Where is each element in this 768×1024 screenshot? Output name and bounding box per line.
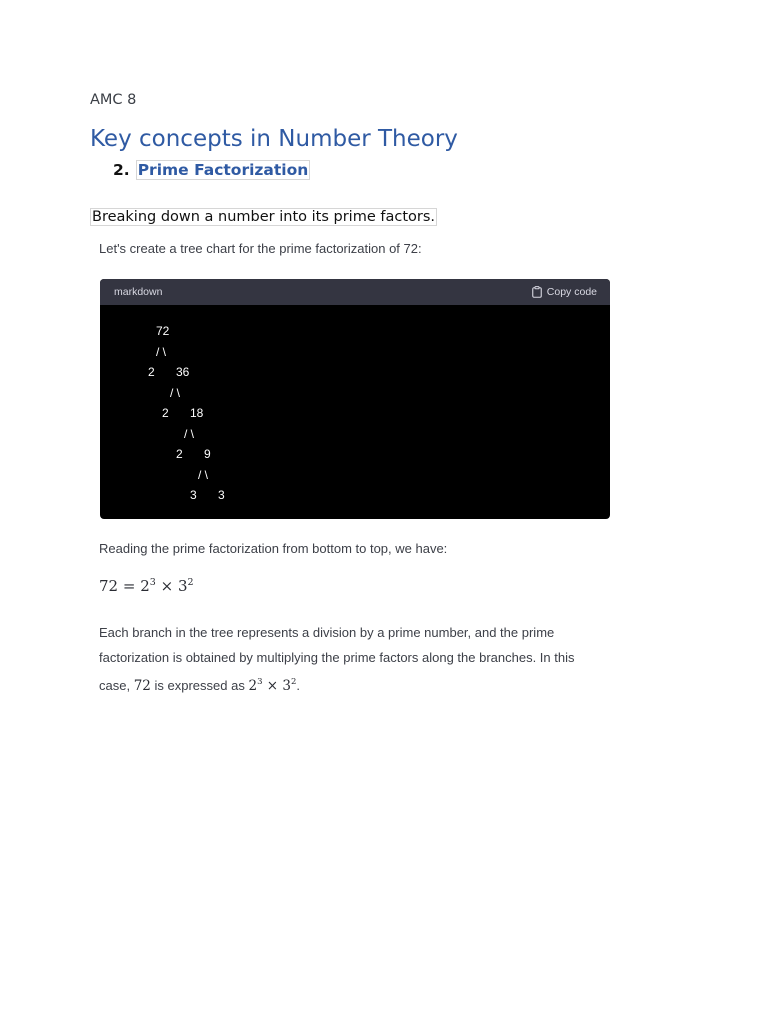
explanation-line-1: Each branch in the tree represents a division by a prime number, and the prime	[99, 625, 555, 640]
tree-branch-3: / \	[184, 427, 195, 441]
tree-node-18: 18	[190, 406, 204, 420]
explanation-expressed: is expressed as	[154, 678, 245, 693]
copy-code-label: Copy code	[546, 286, 597, 298]
explanation-base-1: 2	[248, 678, 258, 694]
tree-node-9: 9	[204, 447, 211, 461]
formula-base-1: 2	[140, 577, 150, 595]
copy-code-button[interactable]	[532, 286, 597, 298]
explanation-exponent-1: 3	[257, 677, 263, 687]
tree-branch-4: / \	[198, 468, 209, 482]
tree-node-3a: 3	[190, 488, 197, 502]
code-header	[100, 279, 610, 305]
code-language-label: markdown	[114, 286, 163, 298]
explanation-number: 72	[133, 678, 151, 694]
formula-equals: =	[122, 577, 136, 595]
explanation-paragraph	[99, 621, 609, 699]
tree-node-2a: 2	[148, 365, 155, 379]
clipboard-icon	[532, 286, 542, 298]
tree-branch-2: / \	[170, 386, 181, 400]
subsection-number: 2.	[113, 161, 130, 179]
tree-node-2b: 2	[162, 406, 169, 420]
formula-lhs: 72	[99, 577, 119, 595]
formula-times: ×	[160, 577, 174, 595]
explanation-base-2: 3	[282, 678, 291, 694]
intro-text: Let's create a tree chart for the prime factorization of 72:	[99, 241, 422, 256]
explanation-exponent-2: 2	[290, 677, 297, 687]
explanation-case: case,	[99, 678, 131, 693]
tree-branch-1: / \	[156, 345, 167, 359]
reading-text: Reading the prime factorization from bottom to top, we have:	[99, 541, 448, 556]
explanation-end: .	[296, 678, 301, 693]
explanation-line-2: factorization is obtained by multiplying the prime factors along the branches. In this	[99, 649, 575, 665]
explanation-line-3	[99, 670, 609, 699]
formula-exponent-2: 2	[187, 577, 194, 588]
code-block	[100, 279, 610, 519]
tree-node-72: 72	[156, 324, 170, 338]
explanation-formula	[248, 678, 296, 694]
formula-exponent-1: 3	[149, 577, 156, 588]
course-label: AMC 8	[90, 92, 137, 108]
page-title: Key concepts in Number Theory	[90, 126, 458, 152]
tree-node-36: 36	[176, 365, 190, 379]
tree-node-2c: 2	[176, 447, 183, 461]
factorization-formula	[99, 577, 194, 595]
subsection-title: Prime Factorization	[137, 161, 309, 179]
tree-node-3b: 3	[218, 488, 225, 502]
subsection-heading	[113, 160, 310, 180]
lead-text: Breaking down a number into its prime factors.	[92, 209, 436, 225]
explanation-times: ×	[266, 678, 279, 694]
factor-tree	[100, 305, 610, 519]
formula-base-2: 3	[177, 577, 188, 595]
